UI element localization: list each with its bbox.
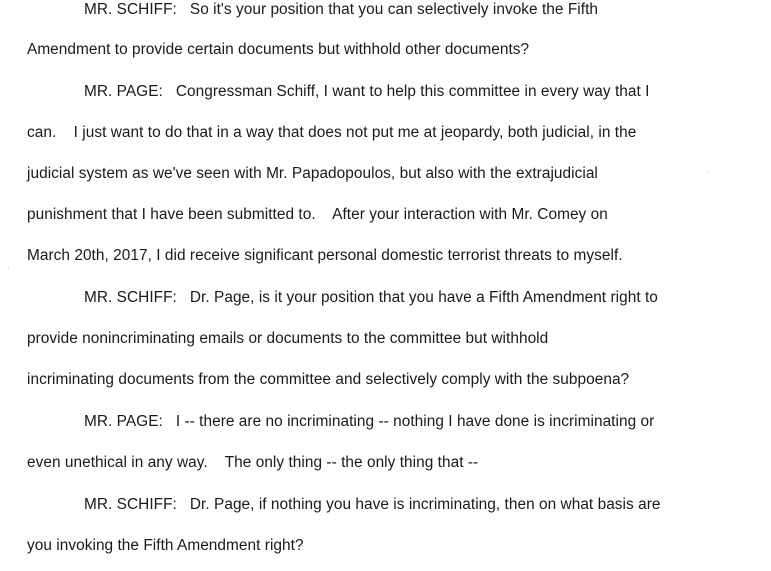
transcript-line [84,82,649,102]
line-text: punishment that I have been submitted to. After your interaction with Mr. Comey on [27,206,608,223]
transcript-line [27,536,304,556]
scan-speck [8,268,9,269]
transcript-line [84,412,654,432]
line-text: judicial system as we've seen with Mr. Papadopoulos, but also with the extrajudicial [27,165,598,182]
line-text: incriminating documents from the committee and selectively comply with the subpoena? [27,371,630,388]
transcript-line [84,288,658,308]
speaker-label: MR. SCHIFF: [84,496,177,513]
line-text: So it's your position that you can selectively invoke the Fifth [189,1,599,18]
transcript-line [84,0,598,20]
speaker-label: MR. SCHIFF: [84,1,177,18]
transcript-line [27,205,608,225]
transcript-line [27,329,548,349]
transcript-line [27,123,636,143]
speaker-label: MR. PAGE: [84,83,163,100]
line-text: Dr. Page, is it your position that you have a Fifth Amendment right to [189,289,658,306]
line-text: March 20th, 2017, I did receive significant personal domestic terrorist threats to myself. [27,247,623,264]
line-text: Dr. Page, if nothing you have is incriminating, then on what basis are [189,496,661,513]
line-text: I -- there are no incriminating -- nothing I have done is incriminating or [175,413,655,430]
transcript-line [27,246,623,266]
line-text: Congressman Schiff, I want to help this committee in every way that I [175,83,650,100]
line-text: provide nonincriminating emails or documents to the committee but withhold [27,330,549,347]
line-text: Amendment to provide certain documents but withhold other documents? [27,41,530,58]
transcript-line [27,370,629,390]
speaker-label: MR. SCHIFF: [84,289,177,306]
transcript-line [27,40,529,60]
speaker-label: MR. PAGE: [84,413,163,430]
line-text: even unethical in any way. The only thing -- the only thing that -- [27,454,479,471]
transcript-line [27,453,478,473]
scan-speck [707,172,708,173]
line-text: you invoking the Fifth Amendment right? [27,537,304,554]
transcript-line [84,495,661,515]
line-text: can. I just want to do that in a way that does not put me at jeopardy, both judicial, in the [27,124,637,141]
transcript-line [27,164,598,184]
